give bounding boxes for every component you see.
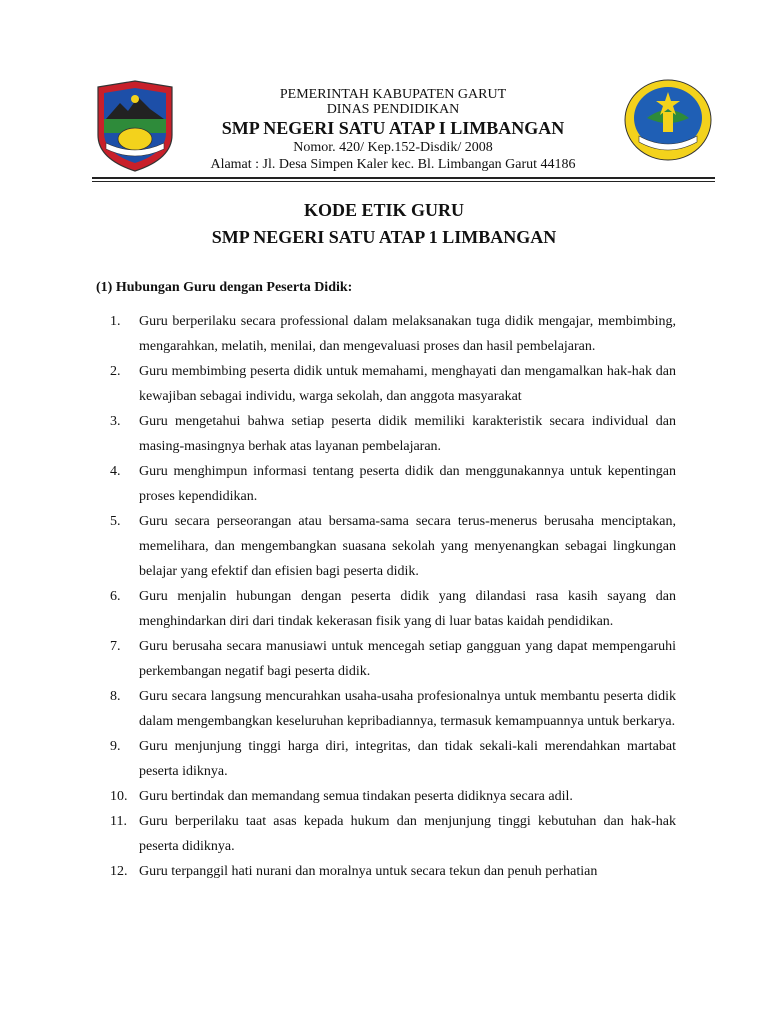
- list-item-number: 2.: [110, 364, 121, 379]
- list-item-text: Guru menjunjung tinggi harga diri, integritas, dan tidak sekali-kali merendahkan martabat peserta idiknya.: [139, 739, 676, 779]
- letterhead: [160, 87, 626, 173]
- list-item-number: 11.: [110, 814, 127, 829]
- list-item-text: Guru menjalin hubungan dengan peserta didik yang dilandasi rasa kasih sayang dan menghindarkan diri dari tindak kekerasan fisik yang di luar batas kaidah pendidikan.: [139, 589, 676, 629]
- list-item-number: 12.: [110, 864, 128, 879]
- department-name: DINAS PENDIDIKAN: [326, 102, 460, 117]
- school-address: Alamat : Jl. Desa Simpen Kaler kec. Bl. Limbangan Garut 44186: [210, 157, 576, 172]
- list-item-number: 6.: [110, 589, 121, 604]
- list-item-text: Guru berperilaku secara professional dalam melaksanakan tuga didik mengajar, membimbing, mengarahkan, melatih, menilai, dan mengevaluasi proses dan hasil pembelajaran.: [139, 314, 676, 354]
- list-item: [110, 409, 676, 459]
- list-item: [110, 634, 676, 684]
- list-item: [110, 734, 676, 784]
- list-item-text: Guru secara langsung mencurahkan usaha-usaha profesionalnya untuk membantu peserta didik dalam mengembangkan keseluruhan kepribadiannya, termasuk kemampuannya untuk berkarya.: [139, 689, 676, 729]
- list-item: [110, 784, 676, 809]
- list-item: [110, 684, 676, 734]
- list-item-text: Guru mengetahui bahwa setiap peserta didik memiliki karakteristik secara individual dan masing-masingnya berhak atas layanan pembelajaran.: [139, 414, 676, 454]
- list-item-text: Guru bertindak dan memandang semua tindakan peserta didiknya secara adil.: [139, 789, 573, 804]
- list-item-number: 7.: [110, 639, 121, 654]
- list-item-number: 8.: [110, 689, 121, 704]
- list-item-text: Guru secara perseorangan atau bersama-sama secara terus-menerus berusaha menciptakan, memelihara, dan mengembangkan suasana sekolah yang menyenangkan sebagai lingkungan belajar yang efektif dan efisien bagi peserta didik.: [139, 514, 676, 579]
- dinas-pendidikan-emblem-icon: [623, 78, 713, 162]
- school-name: SMP NEGERI SATU ATAP I LIMBANGAN: [221, 118, 565, 138]
- document-subtitle: SMP NEGERI SATU ATAP 1 LIMBANGAN: [211, 227, 557, 247]
- list-item-text: Guru membimbing peserta didik untuk memahami, menghayati dan mengamalkan hak-hak dan kewajiban sebagai individu, warga sekolah, dan anggota masyarakat: [139, 364, 676, 404]
- list-item: [110, 359, 676, 409]
- code-of-ethics-list: [110, 309, 676, 884]
- list-item-number: 5.: [110, 514, 121, 529]
- list-item-text: Guru berperilaku taat asas kepada hukum dan menjunjung tinggi kebutuhan dan hak-hak peserta didiknya.: [139, 814, 676, 854]
- list-item: [110, 809, 676, 859]
- list-item-text: Guru terpanggil hati nurani dan moralnya untuk secara tekun dan penuh perhatian: [139, 864, 598, 879]
- document-title: KODE ETIK GURU: [303, 200, 465, 220]
- list-item: [110, 309, 676, 359]
- list-item-text: Guru berusaha secara manusiawi untuk mencegah setiap gangguan yang dapat mempengaruhi perkembangan negatif bagi peserta didik.: [139, 639, 676, 679]
- list-item: [110, 509, 676, 584]
- list-item: [110, 859, 676, 884]
- list-item-number: 1.: [110, 314, 121, 329]
- list-item-text: Guru menghimpun informasi tentang peserta didik dan menggunakannya untuk kepentingan proses kependidikan.: [139, 464, 676, 504]
- list-item-number: 4.: [110, 464, 121, 479]
- government-name: PEMERINTAH KABUPATEN GARUT: [279, 87, 507, 102]
- letterhead-rule-thick: [92, 177, 715, 179]
- list-item: [110, 459, 676, 509]
- list-item-number: 3.: [110, 414, 121, 429]
- letterhead-rule-thin: [92, 181, 715, 182]
- section-heading: (1) Hubungan Guru dengan Peserta Didik:: [96, 280, 353, 295]
- decree-number: Nomor. 420/ Kep.152-Disdik/ 2008: [293, 140, 493, 155]
- list-item: [110, 584, 676, 634]
- list-item-number: 10.: [110, 789, 128, 804]
- list-item-number: 9.: [110, 739, 121, 754]
